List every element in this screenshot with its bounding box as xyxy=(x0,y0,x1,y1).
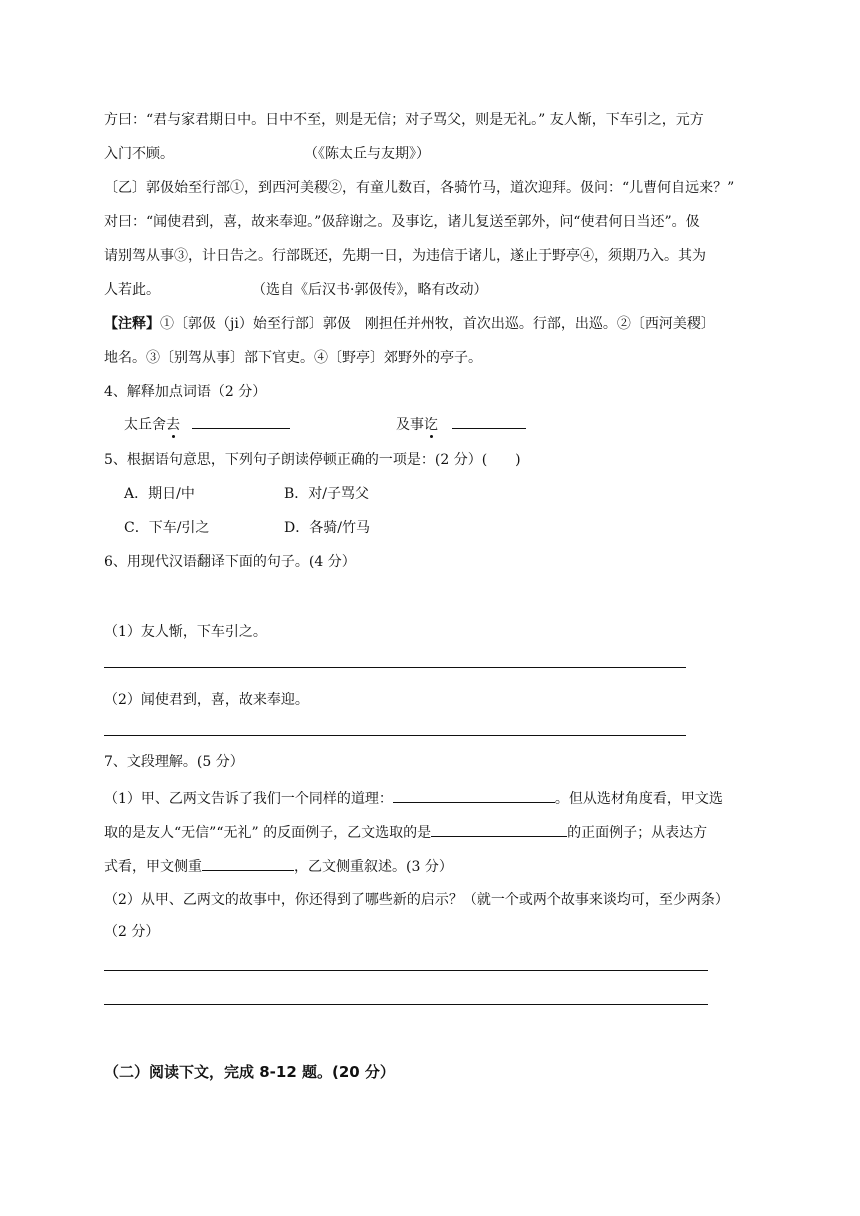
jia-text-line-1: 方曰：“君与家君期日中。日中不至，则是无信；对子骂父，则是无礼。” 友人惭，下车引之，元方 xyxy=(104,112,704,128)
question-7-title: 7、文段理解。(5 分） xyxy=(104,754,244,770)
option-b[interactable]: B．对/子骂父 xyxy=(284,486,370,502)
yi-text-line-1: 〔乙〕郭伋始至行部①，到西河美稷②，有童儿数百，各骑竹马，道次迎拜。伋问：“儿曹何自远来？” xyxy=(104,180,735,196)
answer-blank-q7-1[interactable] xyxy=(393,788,555,803)
section-2-heading: （二）阅读下文，完成 8-12 题。(20 分） xyxy=(104,1063,395,1081)
question-7-part-1-line-2: 取的是友人“无信”“无礼” 的反面例子，乙文选取的是 的正面例子；从表达方 xyxy=(104,822,707,843)
jia-source: （《陈太丘与友期》） xyxy=(304,146,430,162)
jia-text-line-2: 入门不顾。 （《陈太丘与友期》） xyxy=(104,146,430,162)
option-c[interactable]: C．下车/引之 xyxy=(124,520,210,536)
emphasis-dot-qi: 讫 xyxy=(424,417,438,433)
answer-blank-q7-3[interactable] xyxy=(202,856,294,871)
answer-blank-q4-2[interactable] xyxy=(452,414,526,429)
option-a[interactable]: A．期日/中 xyxy=(124,486,195,502)
answer-line-q6-1[interactable] xyxy=(104,667,686,668)
question-7-part-1-line-1: （1）甲、乙两文告诉了我们一个同样的道理： 。但从选材角度看，甲文选 xyxy=(104,788,723,809)
answer-blank-q4-1[interactable] xyxy=(192,414,290,429)
question-7-part-2-line-1: （2）从甲、乙两文的故事中，你还得到了哪些新的启示？（就一个或两个故事来谈均可，至少两条） xyxy=(104,892,729,908)
question-5-options-row-2 xyxy=(124,518,370,538)
question-6-title: 6、用现代汉语翻译下面的句子。(4 分） xyxy=(104,554,356,570)
yi-text-line-2: 对曰：“闻使君到，喜，故来奉迎。”伋辞谢之。及事讫，诸儿复送至郭外，问“使君何日当还”。伋 xyxy=(104,214,700,230)
question-4-title: 4、解释加点词语（2 分） xyxy=(104,384,267,400)
notes-label: 【注释】 xyxy=(104,316,160,332)
question-6-sentence-2: （2）闻使君到，喜，故来奉迎。 xyxy=(104,692,309,708)
question-5-options-row-1 xyxy=(124,484,369,504)
question-7-part-1-line-3: 式看，甲文侧重 ，乙文侧重叙述。(3 分） xyxy=(104,856,453,877)
question-4-items: 太丘舍去 及事讫 xyxy=(124,414,526,435)
notes-line-1: 【注释】①〔郭伋（ji）始至行部〕郭伋 刚担任并州牧，首次出巡。行部，出巡。②〔西河美稷〕 xyxy=(104,316,715,332)
notes-line-2: 地名。③〔别驾从事〕部下官吏。④〔野亭〕郊野外的亭子。 xyxy=(104,350,482,366)
yi-source: （选自《后汉书·郭伋传》，略有改动） xyxy=(252,282,488,298)
yi-text-line-3: 请别驾从事③，计日告之。行部既还，先期一日，为违信于诸儿，遂止于野亭④，须期乃入。其为 xyxy=(104,248,706,264)
emphasis-dot-qu: 去 xyxy=(166,417,180,433)
answer-line-q6-2[interactable] xyxy=(104,735,686,736)
question-7-part-2-line-2: （2 分） xyxy=(104,924,160,940)
option-d[interactable]: D．各骑/竹马 xyxy=(284,520,370,536)
question-6-sentence-1: （1）友人惭，下车引之。 xyxy=(104,624,267,640)
answer-blank-q7-2[interactable] xyxy=(431,822,567,837)
answer-line-q7-2[interactable] xyxy=(104,1004,708,1005)
question-5-title: 5、根据语句意思，下列句子朗读停顿正确的一项是：(2 分）( ) xyxy=(104,452,521,468)
answer-line-q7-1[interactable] xyxy=(104,970,708,971)
yi-text-line-4: 人若此。 （选自《后汉书·郭伋传》，略有改动） xyxy=(104,282,488,298)
